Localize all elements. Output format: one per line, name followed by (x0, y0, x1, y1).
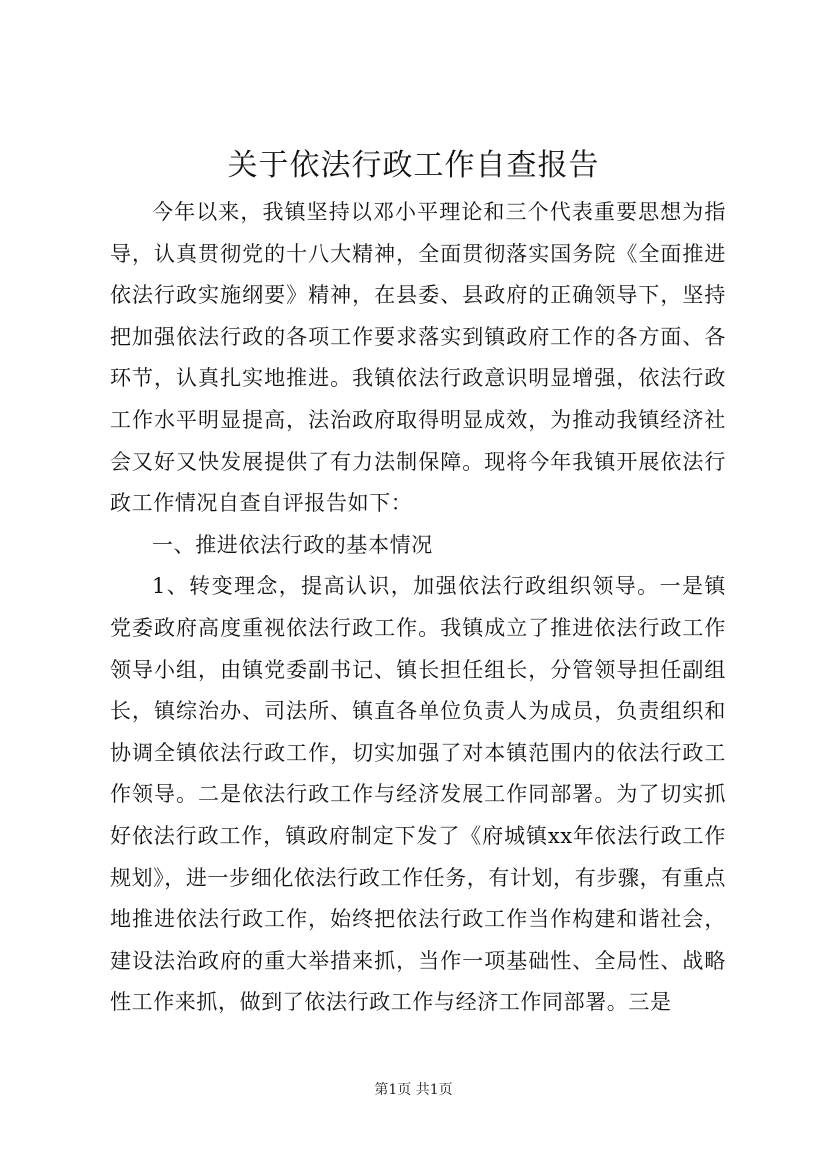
section-heading: 一、推进依法行政的基本情况 (152, 532, 433, 557)
document-title: 关于依法行政工作自查报告 (227, 148, 600, 183)
document-body (110, 192, 726, 1024)
page-footer: 第1页 共1页 (374, 1082, 453, 1098)
paragraph-item-1: 1、转变理念，提高认识，加强依法行政组织领导。一是镇党委政府高度重视依法行政工作。我镇成立了推进依法行政工作领导小组，由镇党委副书记、镇长担任组长，分管领导担任副组长，镇综治办、司法所、镇直各单位负责人为成员，负责组织和协调全镇依法行政工作，切实加强了对本镇范围内的依法行政工作领导。二是依法行政工作与经济发展工作同部署。为了切实抓好依法行政工作，镇政府制定下发了《府城镇xx年依法行政工作规划》，进一步细化依法行政工作任务，有计划，有步骤，有重点地推进依法行政工作，始终把依法行政工作当作构建和谐社会，建设法治政府的重大举措来抓，当作一项基础性、全局性、战略性工作来抓，做到了依法行政工作与经济工作同部署。三是 (110, 574, 726, 1015)
paragraph-intro: 今年以来，我镇坚持以邓小平理论和三个代表重要思想为指导，认真贯彻党的十八大精神，全面贯彻落实国务院《全面推进依法行政实施纲要》精神，在县委、县政府的正确领导下，坚持把加强依法行政的各项工作要求落实到镇政府工作的各方面、各环节，认真扎实地推进。我镇依法行政意识明显增强，依法行政工作水平明显提高，法治政府取得明显成效，为推动我镇经济社会又好又快发展提供了有力法制保障。现将今年我镇开展依法行政工作情况自查自评报告如下： (110, 200, 726, 516)
